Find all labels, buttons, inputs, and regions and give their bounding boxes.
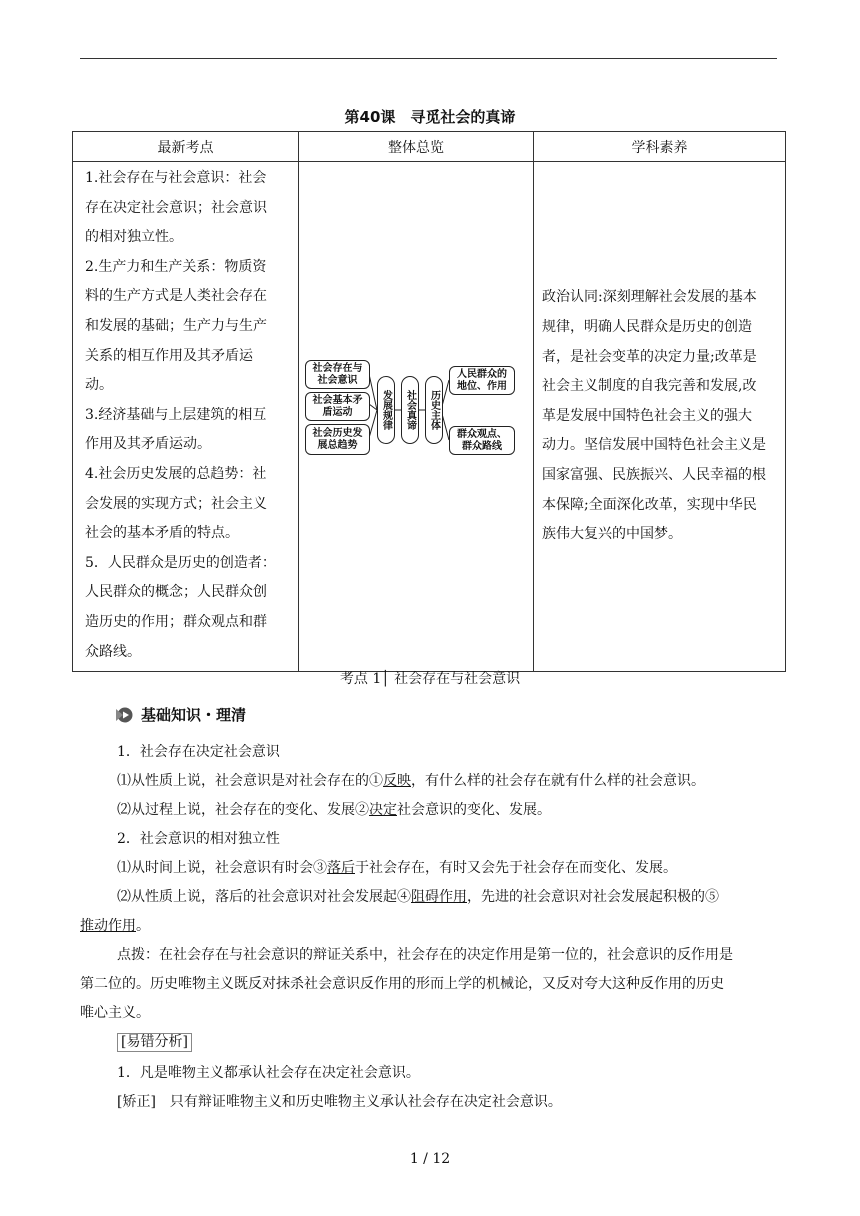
kaodian-line: 社会的基本矛盾的特点。 xyxy=(85,525,239,542)
kaodian-line: 5．人民群众是历史的创造者： xyxy=(85,554,276,571)
play-badge-icon xyxy=(115,707,133,723)
body-line: ⑵从过程上说，社会存在的变化、发展②决定社会意识的变化、发展。 xyxy=(117,802,551,818)
kaodian-line: 关系的相互作用及其矛盾运 xyxy=(85,347,253,364)
header-kaodian: 最新考点 xyxy=(73,132,299,162)
kaodian-line: 存在决定社会意识；社会意识 xyxy=(85,199,267,216)
kaodian-line: 1.社会存在与社会意识：社会 xyxy=(85,170,267,186)
node-development-law: 发展规律 xyxy=(377,376,395,444)
concept-map xyxy=(305,360,529,460)
section-title: 基础知识・理清 xyxy=(141,706,247,724)
kaodian-line: 动。 xyxy=(85,377,113,394)
box-people-role: 人民群众的 地位、作用 xyxy=(449,366,515,395)
body-line: ⑴从时间上说，社会意识有时会③落后于社会存在，有时又会先于社会存在而变化、发展。 xyxy=(117,860,677,876)
box-existence-consciousness: 社会存在与 社会意识 xyxy=(305,360,370,389)
answer-fill-5: 推动作用 xyxy=(80,918,136,934)
suyang-line: 社会主义制度的自我完善和发展,改 xyxy=(542,378,757,395)
page-number: 1 / 12 xyxy=(409,1151,451,1167)
node-historical-subject: 历史主体 xyxy=(425,376,443,444)
suyang-line: 动力。坚信发展中国特色社会主义是 xyxy=(542,437,766,454)
section-heading xyxy=(115,704,246,725)
suyang-line: 本保障;全面深化改革，实现中华民 xyxy=(542,496,757,513)
kaodian-line: 和发展的基础；生产力与生产 xyxy=(85,317,267,334)
suyang-line: 族伟大复兴的中国梦。 xyxy=(542,526,682,543)
answer-fill-4: 阻碍作用 xyxy=(411,889,467,905)
suyang-line: 政治认同:深刻理解社会发展的基本 xyxy=(542,289,757,306)
kaodian-cell xyxy=(73,162,299,672)
suyang-line: 国家富强、民族振兴、人民幸福的根 xyxy=(542,466,766,483)
kaodian-title: 考点 1│ 社会存在与社会意识 xyxy=(339,671,521,687)
box-historical-trend: 社会历史发 展总趋势 xyxy=(305,424,370,455)
tip-line: 第二位的。历史唯物主义既反对抹杀社会意识反作用的形而上学的机械论，又反对夸大这种反作用的历史 xyxy=(80,976,724,992)
body-line: 2．社会意识的相对独立性 xyxy=(117,831,280,847)
kaodian-line: 人民群众的概念；人民群众创 xyxy=(85,584,267,601)
suyang-cell xyxy=(534,162,786,672)
suyang-line: 规律，明确人民群众是历史的创造 xyxy=(542,318,752,335)
overview-diagram-cell xyxy=(299,162,534,672)
box-basic-contradiction: 社会基本矛 盾运动 xyxy=(305,392,370,421)
answer-fill-1: 反映 xyxy=(383,773,411,789)
answer-fill-3: 落后 xyxy=(327,860,355,876)
correction-line: [矫正] 只有辩证唯物主义和历史唯物主义承认社会存在决定社会意识。 xyxy=(117,1094,562,1110)
tip-line: 点拨：在社会存在与社会意识的辩证关系中，社会存在的决定作用是第一位的，社会意识的反作用是 xyxy=(117,947,733,963)
tip-line: 唯心主义。 xyxy=(80,1005,150,1021)
error-analysis-label: [易错分析] xyxy=(80,1032,817,1052)
body-line: 1．社会存在决定社会意识 xyxy=(117,744,280,760)
kaodian-line: 造历史的作用；群众观点和群 xyxy=(85,613,267,630)
kaodian-line: 作用及其矛盾运动。 xyxy=(85,436,211,453)
body-line: ⑵从性质上说，落后的社会意识对社会发展起④阻碍作用，先进的社会意识对社会发展起积极的⑤ xyxy=(117,889,719,905)
body-line: 1．凡是唯物主义都承认社会存在决定社会意识。 xyxy=(117,1065,420,1081)
header-zonglan: 整体总览 xyxy=(299,132,534,162)
kaodian-line: 会发展的实现方式；社会主义 xyxy=(85,495,267,512)
kaodian-line: 3.经济基础与上层建筑的相互 xyxy=(85,406,267,423)
suyang-line: 者，是社会变革的决定力量;改革是 xyxy=(542,348,757,365)
header-suyang: 学科素养 xyxy=(534,132,786,162)
answer-fill-2: 决定 xyxy=(369,802,397,818)
overview-table xyxy=(72,131,786,672)
node-social-truth: 社会真谛 xyxy=(401,376,419,444)
kaodian-line: 4.社会历史发展的总趋势：社 xyxy=(85,465,267,482)
box-mass-line: 群众观点、 群众路线 xyxy=(449,426,515,455)
kaodian-line: 的相对独立性。 xyxy=(85,229,183,246)
lesson-title: 第40课 寻觅社会的真谛 xyxy=(344,108,516,126)
kaodian-line: 料的生产方式是人类社会存在 xyxy=(85,288,267,305)
body-line: ⑴从性质上说，社会意识是对社会存在的①反映，有什么样的社会存在就有什么样的社会意识。 xyxy=(117,773,705,789)
suyang-line: 革是发展中国特色社会主义的强大 xyxy=(542,407,752,424)
kaodian-line: 2.生产力和生产关系：物质资 xyxy=(85,258,267,275)
header-rule xyxy=(80,58,777,59)
body-line: 推动作用。 xyxy=(80,918,150,934)
kaodian-line: 众路线。 xyxy=(85,643,141,660)
